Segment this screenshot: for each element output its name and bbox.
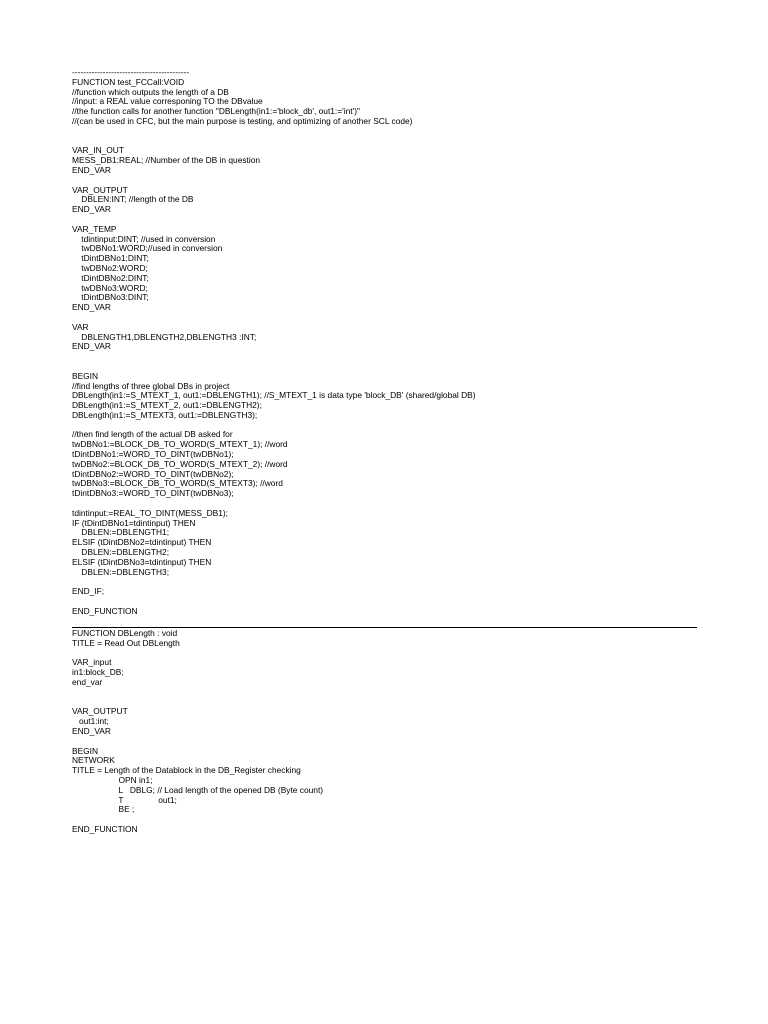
code-line	[72, 352, 476, 362]
code-line: VAR_TEMP	[72, 223, 117, 234]
code-line: ELSIF (tDintDBNo3=tdintinput) THEN	[72, 556, 212, 567]
code-line: OPN in1;	[72, 774, 153, 785]
code-line: //find lengths of three global DBs in project	[72, 380, 230, 391]
code-line: DBLength(in1:=S_MTEXT3, out1:=DBLENGTH3);	[72, 409, 258, 420]
code-line: tDintDBNo2:=WORD_TO_DINT(twDBNo2);	[72, 468, 234, 479]
code-block-test-fccall	[72, 68, 476, 617]
code-line: BEGIN	[72, 745, 99, 756]
code-line	[72, 215, 476, 225]
code-line: DBLEN:=DBLENGTH1;	[72, 527, 170, 538]
code-line: tDintDBNo3:=WORD_TO_DINT(twDBNo3);	[72, 488, 234, 499]
code-line: twDBNo3:=BLOCK_DB_TO_WORD(S_MTEXT3); //word	[72, 478, 283, 489]
code-line: TITLE = Read Out DBLength	[72, 637, 180, 648]
code-line: //(can be used in CFC, but the main purpose is testing, and optimizing of another SCL code)	[72, 115, 413, 126]
code-line: ELSIF (tDintDBNo2=tdintinput) THEN	[72, 537, 212, 548]
code-line: L DBLG; // Load length of the opened DB (Byte count)	[72, 784, 324, 795]
code-line: END_VAR	[72, 341, 111, 352]
code-line	[72, 577, 476, 587]
code-line	[72, 688, 323, 698]
code-line: in1:block_DB;	[72, 667, 124, 678]
code-line: END_IF;	[72, 586, 105, 597]
code-line: TITLE = Length of the Datablock in the DB_Register checking	[72, 765, 301, 776]
code-line: END_VAR	[72, 725, 111, 736]
code-line: tDintDBNo1:=WORD_TO_DINT(twDBNo1);	[72, 449, 234, 460]
code-line: DBLength(in1:=S_MTEXT_1, out1:=DBLENGTH1); //S_MTEXT_1 is data type 'block_DB' (shared/global DB)	[72, 390, 476, 401]
code-line: DBLength(in1:=S_MTEXT_2, out1:=DBLENGTH2);	[72, 400, 262, 411]
code-line: VAR_OUTPUT	[72, 706, 128, 717]
code-line: END_VAR	[72, 204, 111, 215]
code-line: tDintDBNo2:DINT;	[72, 272, 149, 283]
code-line: //then find length of the actual DB asked for	[72, 429, 233, 440]
code-line: twDBNo3:WORD;	[72, 282, 148, 293]
code-line: tDintDBNo1:DINT;	[72, 253, 149, 264]
code-line: DBLEN:=DBLENGTH2;	[72, 547, 170, 558]
code-line: END_FUNCTION	[72, 823, 138, 834]
code-line: tdintinput:=REAL_TO_DINT(MESS_DB1);	[72, 507, 229, 518]
code-line: DBLEN:=DBLENGTH3;	[72, 566, 170, 577]
code-line: FUNCTION test_FCCall:VOID	[72, 76, 185, 87]
code-line: DBLENGTH1,DBLENGTH2,DBLENGTH3 :INT;	[72, 331, 257, 342]
code-line	[72, 313, 476, 323]
code-line: FUNCTION DBLength : void	[72, 628, 178, 638]
code-line: //the function calls for another function "DBLength(in1:='block_db', out1:='int')"	[72, 106, 360, 117]
code-line: END_VAR	[72, 302, 111, 313]
code-line: tdintinput:DINT; //used in conversion	[72, 233, 216, 244]
code-line: twDBNo1:=BLOCK_DB_TO_WORD(S_MTEXT_1); //word	[72, 439, 288, 450]
code-line: out1:int;	[72, 716, 109, 727]
code-line	[72, 362, 476, 372]
code-line: NETWORK	[72, 755, 115, 766]
code-line: ------------------------------------------	[72, 67, 190, 77]
code-line: VAR_OUTPUT	[72, 184, 128, 195]
code-block-dblength	[72, 629, 323, 835]
code-line: DBLEN:INT; //length of the DB	[72, 194, 194, 205]
code-line: //function which outputs the length of a DB	[72, 86, 229, 97]
code-line: END_FUNCTION	[72, 605, 138, 616]
code-line	[72, 176, 476, 186]
code-line: BEGIN	[72, 370, 99, 381]
code-line	[72, 737, 323, 747]
code-line: VAR	[72, 321, 89, 332]
code-line: tDintDBNo3:DINT;	[72, 292, 149, 303]
code-line: //input: a REAL value corresponing TO the DBvalue	[72, 96, 263, 107]
code-line: MESS_DB1:REAL; //Number of the DB in question	[72, 155, 261, 166]
code-line: VAR_input	[72, 657, 112, 668]
code-line: twDBNo2:WORD;	[72, 262, 148, 273]
code-line: VAR_IN_OUT	[72, 145, 124, 156]
code-line: end_var	[72, 676, 103, 687]
code-line	[72, 137, 476, 147]
code-line: END_VAR	[72, 164, 111, 175]
code-line	[72, 127, 476, 137]
code-line: twDBNo2:=BLOCK_DB_TO_WORD(S_MTEXT_2); //word	[72, 458, 288, 469]
code-line: IF (tDintDBNo1=tdintinput) THEN	[72, 517, 196, 528]
code-line: T out1;	[72, 794, 177, 805]
code-line: BE ;	[72, 804, 135, 815]
code-line: twDBNo1:WORD;//used in conversion	[72, 243, 223, 254]
